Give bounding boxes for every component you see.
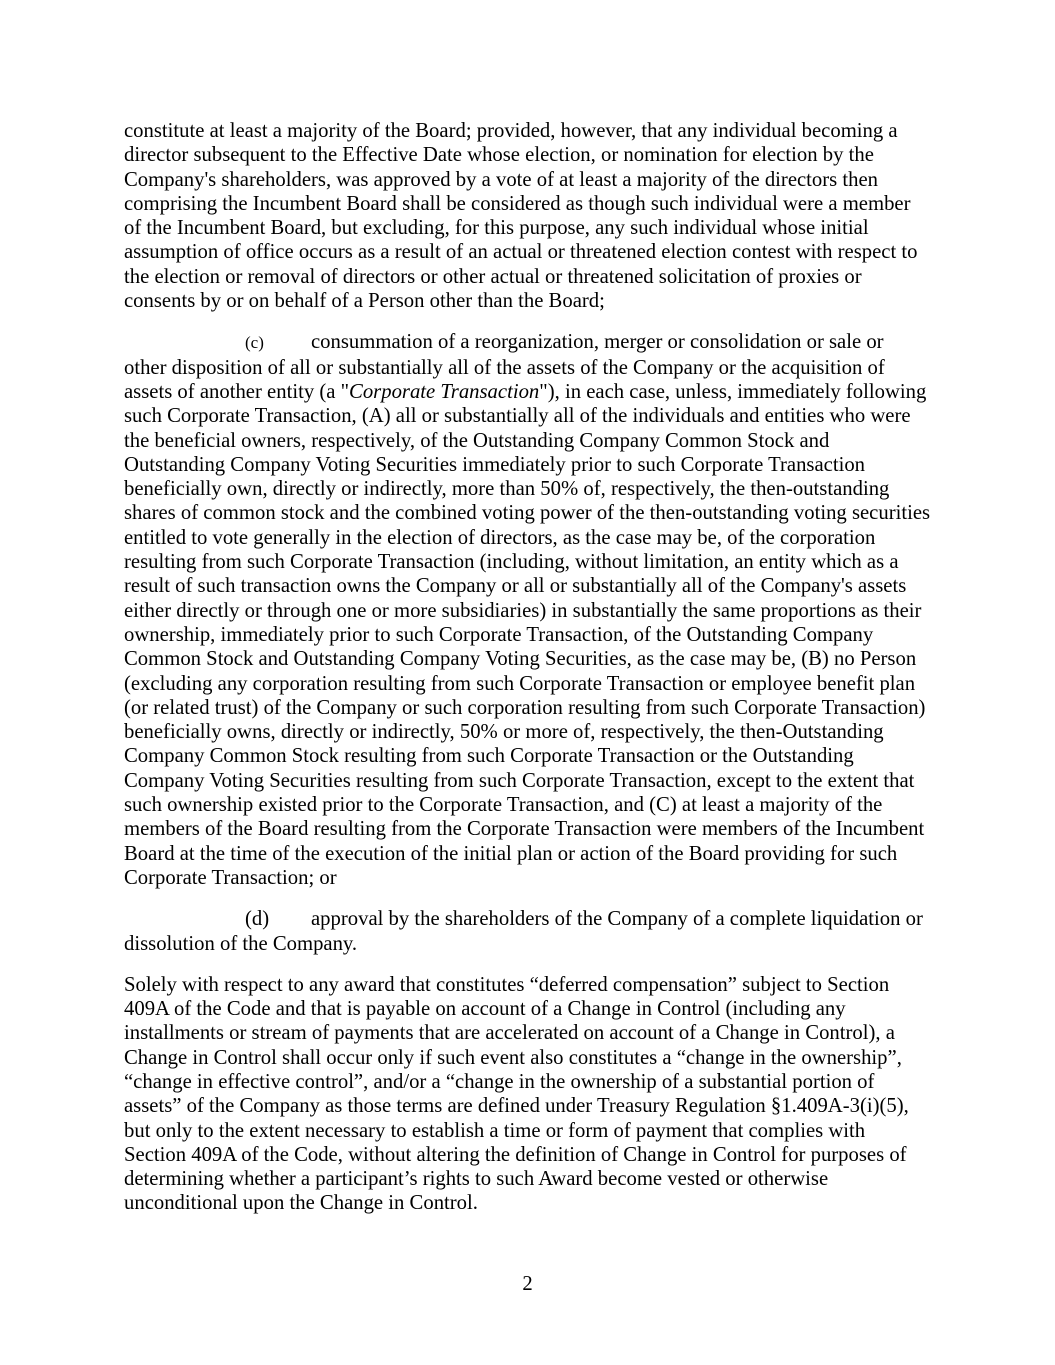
paragraph-c-text-after: "), in each case, unless, immediately following such Corporate Transaction, (A) all or substantially all of the individuals and entities who were the beneficial owners, respectively, of the Outstanding Company Common Stock and Outstanding Company Voting Securities immediately prior to such Corporate Transaction beneficially own, directly or indirectly, more than 50% of, respectively, the then-outstanding shares of common stock and the combined voting power of the then-outstanding voting securities entitled to vote generally in the election of directors, as the case may be, of the corporation resulting from such Corporate Transaction (including, without limitation, an entity which as a result of such transaction owns the Company or all or substantially all of the Company's assets either directly or through one or more subsidiaries) in substantially the same proportions as their ownership, immediately prior to such Corporate Transaction, of the Outstanding Company Common Stock and Outstanding Company Voting Securities, as the case may be, (B) no Person (excluding any corporation resulting from such Corporate Transaction or employee benefit plan (or related trust) of the Company or such corporation resulting from such Corporate Transaction) beneficially owns, directly or indirectly, 50% or more of, respectively, the then-Outstanding Company Common Stock resulting from such Corporate Transaction or the Outstanding Company Voting Securities resulting from such Corporate Transaction, except to the extent that such ownership existed prior to the Corporate Transaction, and (C) at least a majority of the members of the Board resulting from the Corporate Transaction were members of the Incumbent Board at the time of the execution of the initial plan or action of the Board providing for such Corporate Transaction; or [124,380,931,889]
defined-term-corporate-transaction: Corporate Transaction [349,380,540,403]
page-number: 2 [522,1273,533,1295]
paragraph-section-409a: Solely with respect to any award that constitutes “deferred compensation” subject to Section 409A of the Code and that is payable on account of a Change in Control (including any installments or stream of payments that are accelerated on account of a Change in Control), a Change in Control shall occur only if such event also constitutes a “change in the ownership”, “change in effective control”, and/or a “change in the ownership of a substantial portion of assets” of the Company as those terms are defined under Treasury Regulation §1.409A-3(i)(5), but only to the extent necessary to establish a time or form of payment that complies with Section 409A of the Code, without altering the definition of Change in Control for purposes of determining whether a participant’s rights to such Award become vested or otherwise unconditional upon the Change in Control. [124,973,909,1215]
paragraph-continuation: constitute at least a majority of the Board; provided, however, that any individual becoming a director subsequent to the Effective Date whose election, or nomination for election by the Company's shareholders, was approved by a vote of at least a majority of the directors then comprising the Incumbent Board shall be considered as though such individual were a member of the Incumbent Board, but excluding, for this purpose, any such individual whose initial assumption of office occurs as a result of an actual or threatened election contest with respect to the election or removal of directors or other actual or threatened solicitation of proxies or consents by or on behalf of a Person other than the Board; [124,120,918,313]
paragraph-d-marker: (d) [245,908,270,931]
paragraph-d-text: approval by the shareholders of the Company of a complete liquidation or dissolution of the Company. [124,908,923,955]
paragraph-c [124,330,931,890]
paragraph-c-marker: (c) [245,333,264,353]
paragraph-d [124,907,931,956]
paragraph-c-text-before: consummation of a reorganization, merger or consolidation or sale or other disposition of all or substantially all of the assets of the Company or the acquisition of assets of another entity (a " [124,331,885,403]
